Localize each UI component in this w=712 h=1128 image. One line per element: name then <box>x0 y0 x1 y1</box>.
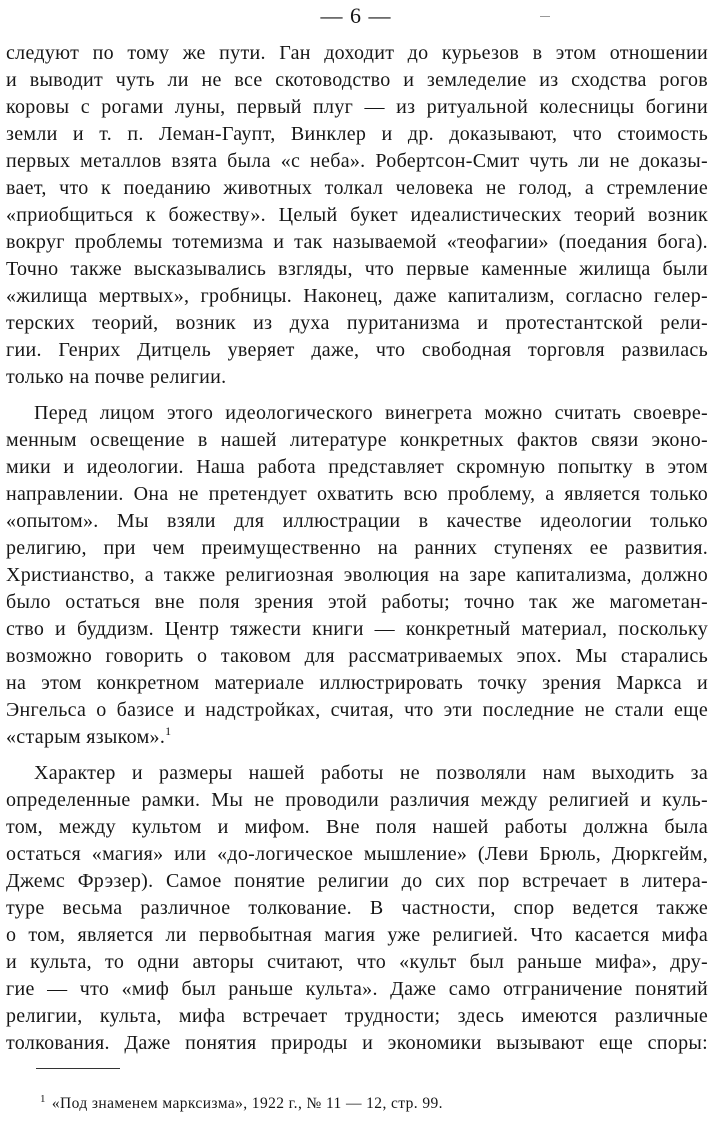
text-line: только на почве религии. <box>6 366 227 388</box>
paragraph-start-line: Перед лицом этого идеологического винегрета можно считать своевре- <box>34 402 708 424</box>
text-line: Христианство, а также религиозная эволюция на заре капитализма, должно <box>6 564 708 586</box>
text-line: на этом конкретном материале иллюстрировать точку зрения Маркса и <box>6 672 708 694</box>
text-line: том, между культом и мифом. Вне поля нашей работы должна была <box>6 816 708 838</box>
text-line: Точно также высказывались взгляды, что первые каменные жилища были <box>6 258 708 280</box>
text-line: направлении. Она не претендует охватить всю проблему, а является только <box>6 483 708 505</box>
footnote-text: «Под знаменем марксизма», 1922 г., № 11 — 12, стр. 99. <box>51 1095 443 1112</box>
text-line: «опытом». Мы взяли для иллюстрации в качестве идеологии только <box>6 510 708 532</box>
text-line: о том, является ли первобытная магия уже религией. Что касается мифа <box>6 924 708 946</box>
text-line: ство и буддизм. Центр тяжести книги — конкретный материал, поскольку <box>6 618 708 640</box>
text-line: коровы с рогами луны, первый плуг — из ритуальной колесницы богини <box>6 96 708 118</box>
footnote <box>40 1094 443 1114</box>
text-line: религии, культа, мифа встречает трудности; здесь имеются различные <box>6 1005 708 1027</box>
text-line: вокруг проблемы тотемизма и так называемой «теофагии» (поедания бога). <box>6 231 708 253</box>
text-line: земли и т. п. Леман-Гаупт, Винклер и др. доказывают, что стоимость <box>6 123 708 145</box>
text-line: возможно говорить о таковом для рассматриваемых эпох. Мы старались <box>6 645 708 667</box>
footnote-mark: 1 <box>40 1093 46 1105</box>
line-text: «старым языком». <box>6 726 166 748</box>
text-line: и культа, то одни авторы считают, что «культ был раньше мифа», дру- <box>6 951 708 973</box>
footnote-reference[interactable]: 1 <box>165 724 172 738</box>
footnote-divider <box>36 1068 120 1069</box>
text-line: гие — что «миф был раньше культа». Даже само отграничение понятий <box>6 978 708 1000</box>
text-line: Энгельса о базисе и надстройках, считая, что эти последние не стали еще <box>6 699 708 721</box>
text-line: вает, что к поеданию животных толкал человека не голод, а стремление <box>6 177 708 199</box>
page-number: — 6 — <box>320 3 392 28</box>
body-text <box>6 40 708 1057</box>
text-line: остаться «магия» или «до-логическое мышление» (Леви Брюль, Дюркгейм, <box>6 843 708 865</box>
text-line: туре весьма различное толкование. В частности, спор ведется также <box>6 897 708 919</box>
text-line: следуют по тому же пути. Ган доходит до курьезов в этом отношении <box>6 42 708 64</box>
text-line: толкования. Даже понятия природы и экономики вызывают еще споры: <box>6 1032 708 1054</box>
text-line: менным освещение в нашей литературе конкретных фактов связи эконо- <box>6 429 708 451</box>
text-line: первых металлов взята была «с неба». Робертсон-Смит чуть ли не доказы- <box>6 150 708 172</box>
text-line: было остаться вне поля зрения этой работы; точно так же магометан- <box>6 591 708 613</box>
text-line: «приобщиться к божеству». Целый букет идеалистических теорий возник <box>6 204 708 226</box>
text-line: Джемс Фрэзер). Самое понятие религии до сих пор встречает в литера- <box>6 870 708 892</box>
scan-mark <box>540 16 550 17</box>
text-line: определенные рамки. Мы не проводили различия между религией и куль- <box>6 789 708 811</box>
text-line: и выводит чуть ли не все скотоводство и земледелие из сходства рогов <box>6 69 708 91</box>
paragraph-start-line: Характер и размеры нашей работы не позволяли нам выходить за <box>34 762 708 784</box>
text-line: гии. Генрих Дитцель уверяет даже, что свободная торговля развилась <box>6 339 708 361</box>
text-line: мики и идеологии. Наша работа представляет скромную попытку в этом <box>6 456 708 478</box>
text-line: «жилища мертвых», гробницы. Наконец, даже капитализм, согласно гелер- <box>6 285 708 307</box>
text-line-with-footnote-ref <box>6 724 708 751</box>
text-line: религию, при чем преимущественно на ранних ступенях ее развития. <box>6 537 708 559</box>
text-line: терских теорий, возник из духа пуританизма и протестантской рели- <box>6 312 708 334</box>
